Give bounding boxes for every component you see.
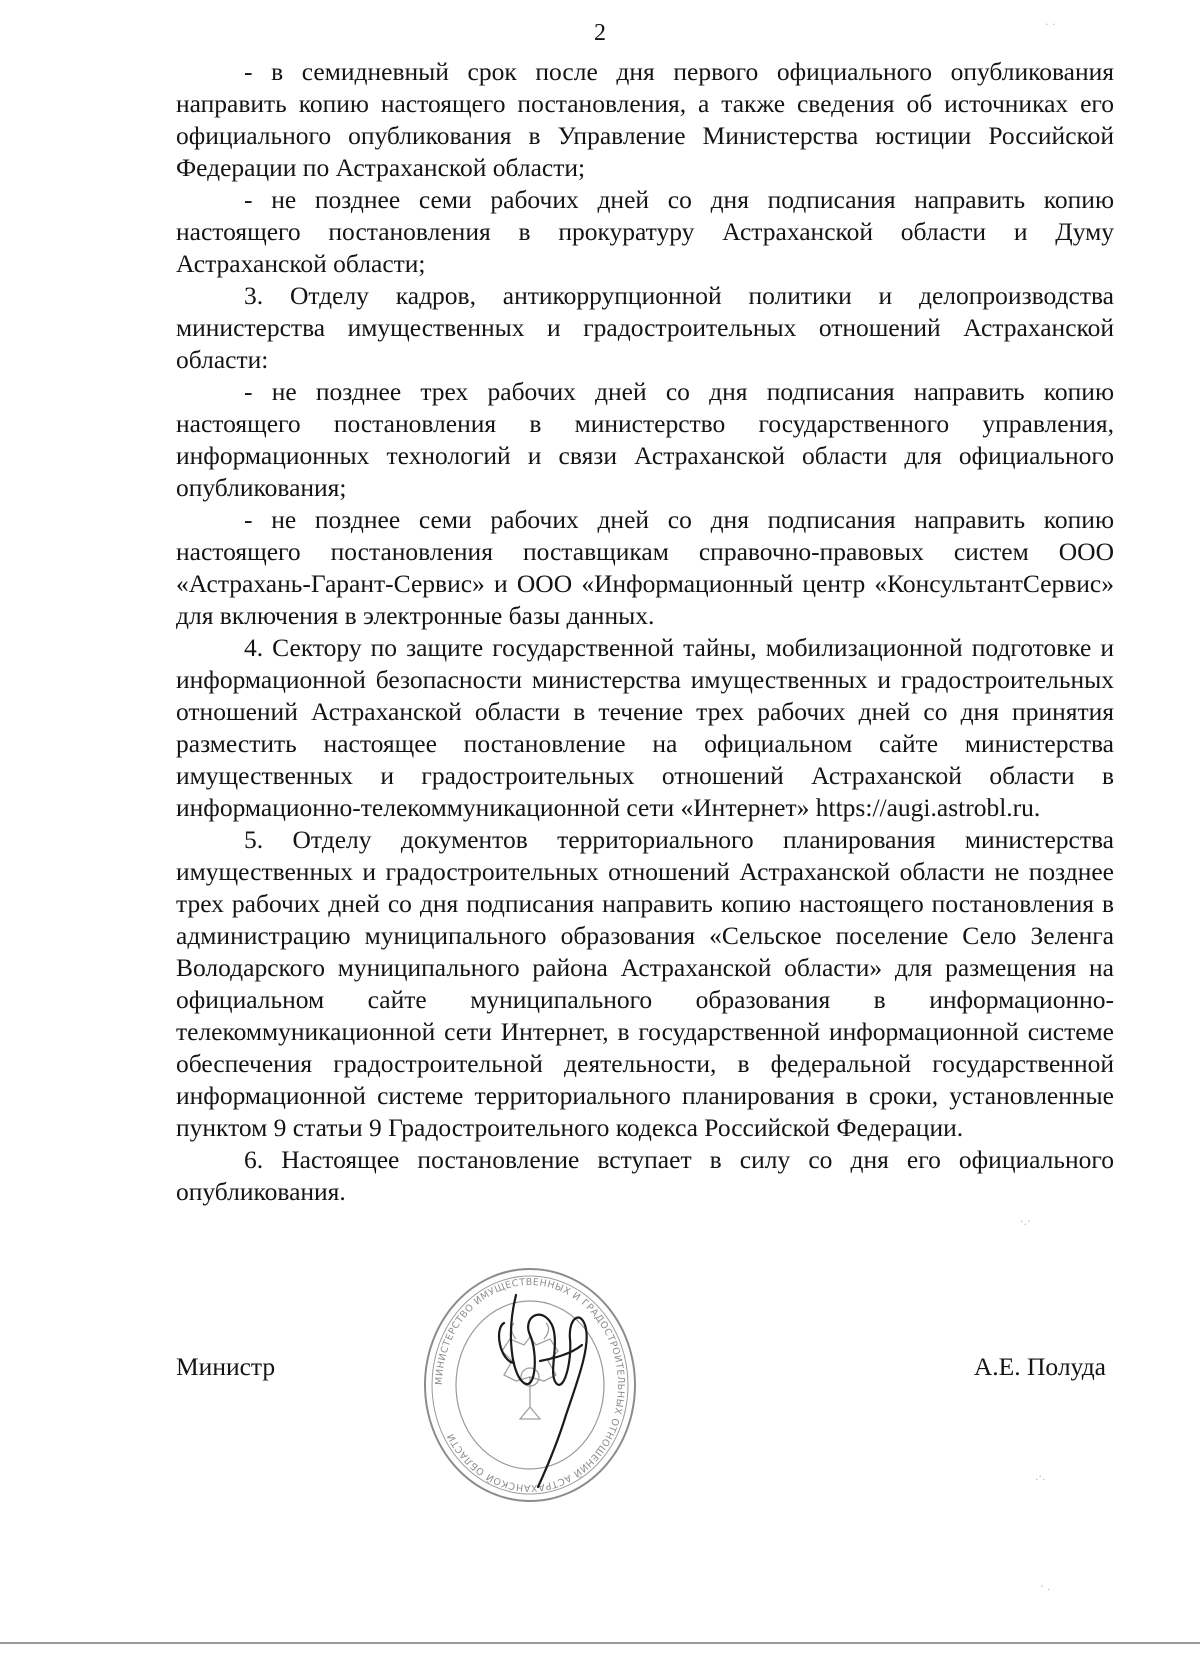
handwritten-signature-icon bbox=[499, 1295, 587, 1487]
paragraph-legal-systems-copy: - не позднее семи рабочих дней со дня подписания направить копию настоящего постановления поставщикам справочно-правовых систем ООО «Астрахань-Гарант-Сервис» и ООО «Информационный центр «КонсультантСервис» для включения в электронные базы данных. bbox=[176, 505, 1114, 630]
paragraph-item-5: 5. Отделу документов территориального планирования министерства имущественных и градостроительных отношений Астраханской области не позднее трех рабочих дней со дня подписания направить копию настоящего постановления в администрацию муниципального образования «Сельское поселение Село Зеленга Володарского муниципального района Астраханской области» для размещения на официальном сайте муниципального образования в информационно-телекоммуникационной сети Интернет, в государственной информационной системе обеспечения градостроительной деятельности, в федеральной государственной информационной системе территориального планирования в сроки, установленные пунктом 9 статьи 9 Градостроительного кодекса Российской Федерации. bbox=[176, 825, 1114, 1142]
paragraph-prosecutor-copy: - не позднее семи рабочих дней со дня подписания направить копию настоящего постановления в прокуратуру Астраханской области и Думу Астраханской области; bbox=[176, 185, 1114, 278]
paragraph-item-3: 3. Отделу кадров, антикоррупционной политики и делопроизводства министерства имущественных и градостроительных отношений Астраханской области: bbox=[176, 281, 1114, 374]
scan-noise: · . bbox=[1040, 1580, 1051, 1593]
document-body bbox=[176, 56, 1114, 1208]
scan-noise: ·.· bbox=[1020, 1215, 1031, 1228]
signature-block bbox=[176, 1352, 1114, 1392]
seal-ring-text: МИНИСТЕРСТВО ИМУЩЕСТВЕННЫХ И ГРАДОСТРОИТЕЛЬНЫХ ОТНОШЕНИЙ АСТРАХАНСКОЙ ОБЛАСТИ bbox=[433, 1276, 627, 1494]
signatory-name: А.Е. Полуда bbox=[973, 1352, 1106, 1381]
scan-noise: · · bbox=[1045, 18, 1056, 31]
official-seal bbox=[420, 1265, 640, 1505]
paragraph-it-ministry-copy: - не позднее трех рабочих дней со дня подписания направить копию настоящего постановления в министерство государственного управления, информационных технологий и связи Астраханской области для официального опубликования; bbox=[176, 377, 1114, 502]
scan-noise: .·. bbox=[1035, 1470, 1046, 1483]
signatory-title: Министр bbox=[176, 1352, 276, 1381]
scan-edge-line bbox=[0, 1642, 1200, 1644]
paragraph-publication-copy: - в семидневный срок после дня первого официального опубликования направить копию настоящего постановления, а также сведения об источниках его официального опубликования в Управление Министерства юстиции Российской Федерации по Астраханской области; bbox=[176, 57, 1114, 182]
paragraph-item-6: 6. Настоящее постановление вступает в силу со дня его официального опубликования. bbox=[176, 1145, 1114, 1206]
page-number: 2 bbox=[594, 20, 606, 46]
paragraph-item-4: 4. Сектору по защите государственной тайны, мобилизационной подготовке и информационной безопасности министерства имущественных и градостроительных отношений Астраханской области в течение трех рабочих дней со дня принятия разместить настоящее постановление на официальном сайте министерства имущественных и градостроительных отношений Астраханской области в информационно-телекоммуникационной сети «Интернет» https://augi.astrobl.ru. bbox=[176, 633, 1114, 822]
